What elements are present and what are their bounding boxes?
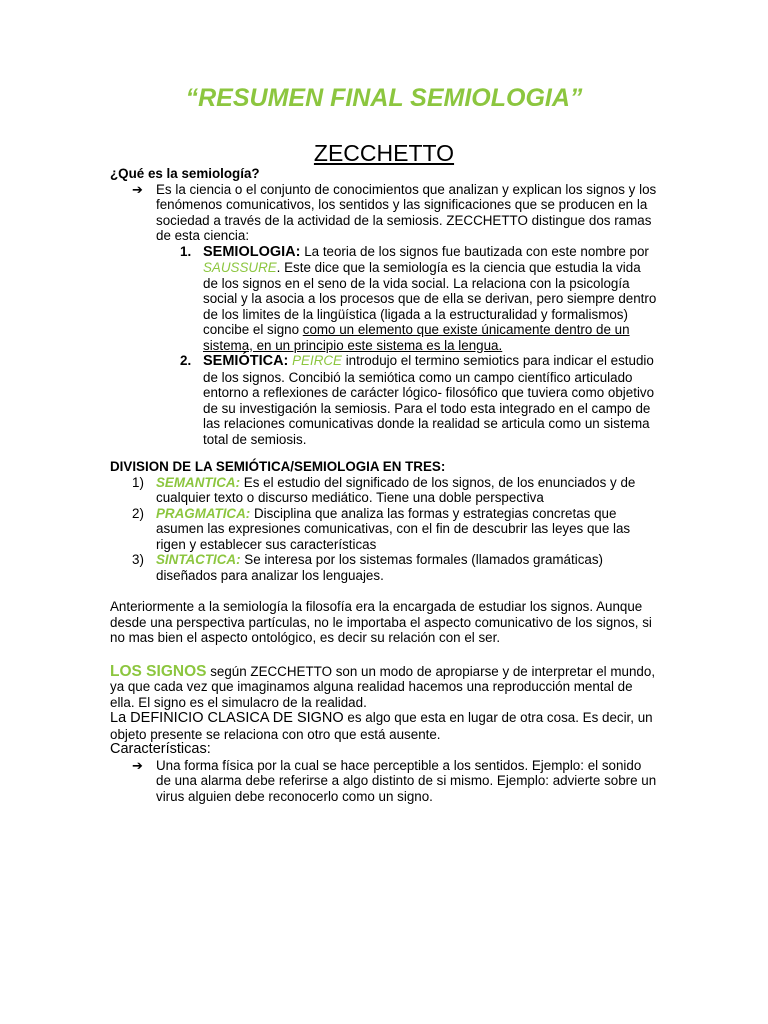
- branches-list: [110, 244, 658, 448]
- classic-prefix: La: [110, 710, 131, 726]
- list-marker: 3): [132, 552, 144, 567]
- definition-item: [110, 182, 658, 244]
- branch-text: La teoria de los signos fue bautizada con este nombre por: [300, 243, 649, 259]
- branch-item-semiologia: [110, 244, 658, 354]
- branch-term: SEMIÓTICA:: [203, 353, 289, 369]
- classic-term: DEFINICIO CLASICA DE SIGNO: [130, 710, 344, 726]
- division-item-pragmatica: [110, 506, 658, 553]
- list-marker: 1.: [180, 243, 192, 259]
- branch-term: SEMIOLOGIA:: [203, 243, 301, 260]
- division-text: Se interesa por los sistemas formales (llamados gramáticas) diseñados para analizar los lenguajes.: [156, 552, 603, 583]
- feature-item: [110, 758, 658, 805]
- definition-text: Es la ciencia o el conjunto de conocimientos que analizan y explican los signos y los fenómenos comunicativos, los sentidos y las significaciones que se producen en la sociedad a través de la actividad de la semiosis. ZECCHETTO distingue dos ramas de esta ciencia:: [156, 181, 657, 243]
- division-term: PRAGMATICA:: [156, 505, 251, 521]
- list-marker: 2): [132, 505, 144, 521]
- classic-definition-paragraph: [110, 710, 658, 742]
- arrow-right-icon: ➔: [132, 757, 143, 773]
- division-term: SINTACTICA:: [156, 552, 241, 567]
- branch-text: introdujo el termino semiotics para indicar el estudio de los signos. Concibió la semiótica como un campo científico articulado entorno a reflexiones de carácter lógico- filosófico que tuviera como objetivo de su investigación la semiosis. Para el todo esta integrado en el campo de las relaciones comunicativas donde la realidad se articula como un sistema total de semiosis.: [203, 353, 655, 447]
- branch-item-semiotica: [110, 353, 658, 447]
- signos-text: según ZECCHETTO son un modo de apropiarse y de interpretar el mundo, ya que cada vez que imaginamos alguna realidad hacemos una reproducción mental de ella. El signo es el simulacro de la realidad.: [110, 663, 656, 710]
- division-heading: DIVISION DE LA SEMIÓTICA/SEMIOLOGIA EN TRES:: [110, 459, 446, 474]
- question-heading: ¿Qué es la semiología?: [110, 166, 260, 181]
- division-text: Disciplina que analiza las formas y estrategias concretas que asumen las expresiones comunicativas, con el fin de descubrir las leyes que las rigen y establecer sus características: [156, 505, 631, 552]
- branch-text: . Este dice que la semiología es la ciencia que estudia la vida de los signos en el seno de la vida social. La relaciona con la psicología social y la asocia a los procesos que de ella se derivan, pero siempre dentro de los limites de la lingüística (ligada a la estructuralidad y formalismos) concibe el signo: [203, 260, 657, 337]
- division-item-sintactica: [110, 552, 658, 583]
- document-title: “RESUMEN FINAL SEMIOLOGIA”: [185, 84, 583, 112]
- division-text: Es el estudio del significado de los signos, de los enunciados y de cualquier texto o discurso mediático. Tiene una doble perspectiva: [156, 474, 636, 505]
- feature-text: Una forma física por la cual se hace perceptible a los sentidos. Ejemplo: el sonido de una alarma debe referirse a algo distinto de si mismo. Ejemplo: advierte sobre un virus alguien debe reconocerlo como un signo.: [156, 757, 657, 804]
- list-marker: 1): [132, 474, 144, 490]
- classic-text: es algo que esta en lugar de otra cosa. Es decir, un objeto presente se relaciona con otro que está ausente.: [110, 710, 653, 742]
- branch-underlined-text: como un elemento que existe únicamente dentro de un sistema, en un principio este sistema es la lengua.: [203, 322, 630, 353]
- arrow-right-icon: ➔: [132, 181, 143, 197]
- document-subtitle: ZECCHETTO: [313, 140, 455, 166]
- signos-paragraph: [110, 664, 658, 711]
- philosophy-paragraph: Anteriormente a la semiología la filosofía era la encargada de estudiar los signos. Aunque desde una perspectiva partículas, no le importaba el aspecto comunicativo de los signos, si no mas bien el aspecto ontológico, es decir su relación con el ser.: [110, 599, 652, 645]
- branch-author: PEIRCE: [292, 353, 342, 368]
- signos-heading: LOS SIGNOS: [110, 662, 207, 680]
- document-body: [110, 166, 658, 804]
- division-item-semantica: [110, 475, 658, 506]
- branch-author: SAUSSURE: [203, 260, 277, 275]
- list-marker: 2.: [180, 353, 192, 368]
- features-label: Características:: [110, 741, 211, 757]
- division-term: SEMANTICA:: [156, 474, 241, 490]
